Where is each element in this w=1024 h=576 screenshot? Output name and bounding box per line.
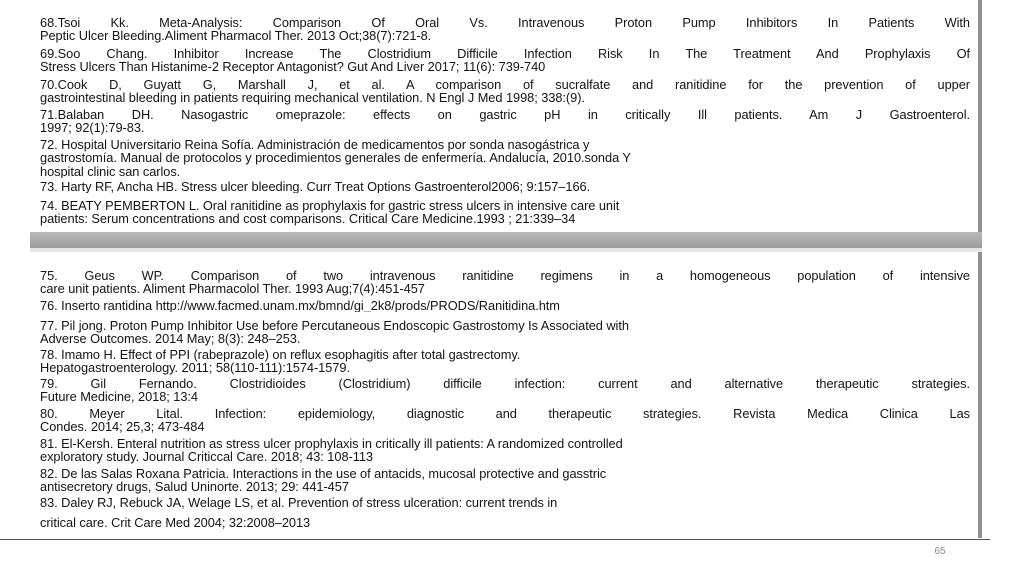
reference-line: 68.Tsoi Kk. Meta-Analysis: Comparison Of Oral Vs. Intravenous Proton Pump Inhibitors In Patients With bbox=[40, 16, 970, 30]
reference-line: 82. De las Salas Roxana Patricia. Interactions in the use of antacids, mucosal protective and gasstric bbox=[40, 467, 607, 481]
reference-line: Peptic Ulcer Bleeding.Aliment Pharmacol Ther. 2013 Oct;38(7):721-8. bbox=[40, 28, 432, 43]
reference-line: 69.Soo Chang. Inhibitor Increase The Clostridium Difficile Infection Risk In The Treatment And Prophylaxis Of bbox=[40, 47, 970, 61]
reference-item-69 bbox=[40, 47, 970, 74]
reference-line: antisecretory drugs, Salud Uninorte. 2013; 29: 441-457 bbox=[40, 479, 349, 494]
reference-item-81 bbox=[40, 437, 970, 464]
reference-line: critical care. Crit Care Med 2004; 32:2008–2013 bbox=[40, 516, 311, 530]
reference-line: patients: Serum concentrations and cost comparisons. Critical Care Medicine.1993 ; 21:339–34 bbox=[40, 211, 576, 226]
reference-line: Condes. 2014; 25,3; 473-484 bbox=[40, 419, 205, 434]
reference-page-top bbox=[30, 0, 982, 232]
reference-item-80 bbox=[40, 407, 970, 434]
reference-item-74 bbox=[40, 199, 970, 226]
reference-scan bbox=[30, 0, 984, 538]
reference-line: care unit patients. Aliment Pharmacolol Ther. 1993 Aug;7(4):451-457 bbox=[40, 281, 425, 296]
reference-item-75 bbox=[40, 269, 970, 296]
reference-line: gastrointestinal bleeding in patients requiring mechanical ventilation. N Engl J Med 1998; 338:(9). bbox=[40, 90, 585, 105]
reference-item-78 bbox=[40, 348, 970, 375]
page-separator bbox=[30, 232, 982, 248]
reference-item-83 bbox=[40, 496, 970, 509]
reference-line: 72. Hospital Universitario Reina Sofía. Administración de medicamentos por sonda nasogástrica y bbox=[40, 138, 590, 152]
reference-line: Adverse Outcomes. 2014 May; 8(3): 248–253. bbox=[40, 331, 301, 346]
reference-item-76 bbox=[40, 299, 970, 312]
reference-line: hospital clinic san carlos. bbox=[40, 163, 181, 179]
reference-item-82 bbox=[40, 467, 970, 494]
footer-rule bbox=[0, 539, 990, 540]
reference-line: 74. BEATY PEMBERTON L. Oral ranitidine as prophylaxis for gastric stress ulcers in intensive care unit bbox=[40, 199, 620, 213]
reference-item-79 bbox=[40, 377, 970, 404]
reference-line: Hepatogastroenterology. 2011; 58(110-111):1574-1579. bbox=[40, 360, 350, 375]
reference-line: 75. Geus WP. Comparison of two intravenous ranitidine regimens in a homogeneous population of intensive bbox=[40, 269, 970, 283]
reference-line: 71.Balaban DH. Nasogastric omeprazole: effects on gastric pH in critically Ill patients. Am J Gastroenterol. bbox=[40, 108, 970, 122]
reference-line: Future Medicine, 2018; 13:4 bbox=[40, 389, 198, 404]
reference-line: 77. Pil jong. Proton Pump Inhibitor Use before Percutaneous Endoscopic Gastrostomy Is Associated with bbox=[40, 319, 629, 333]
reference-line: 78. Imamo H. Effect of PPI (rabeprazole) on reflux esophagitis after total gastrectomy. bbox=[40, 348, 521, 362]
reference-line: 81. El-Kersh. Enteral nutrition as stress ulcer prophylaxis in critically ill patients: A randomized controlled bbox=[40, 437, 623, 451]
reference-page-bottom bbox=[30, 252, 982, 538]
reference-line: 70.Cook D, Guyatt G, Marshall J, et al. A comparison of sucralfate and ranitidine for the prevention of upper bbox=[40, 78, 970, 92]
reference-line: 80. Meyer Lital. Infection: epidemiology, diagnostic and therapeutic strategies. Revista Medica Clinica Las bbox=[40, 407, 970, 421]
reference-item-77 bbox=[40, 319, 970, 346]
page-number: 65 bbox=[934, 546, 946, 557]
reference-item-72 bbox=[40, 138, 970, 178]
reference-item-71 bbox=[40, 108, 970, 135]
reference-item-73 bbox=[40, 180, 970, 193]
reference-line: 83. Daley RJ, Rebuck JA, Welage LS, et al. Prevention of stress ulceration: current trends in bbox=[40, 496, 558, 510]
reference-line: 73. Harty RF, Ancha HB. Stress ulcer bleeding. Curr Treat Options Gastroenterol2006; 9:157–166. bbox=[40, 180, 591, 194]
reference-line: 79. Gil Fernando. Clostridioides (Clostridium) difficile infection: current and alternative therapeutic strategies. bbox=[40, 377, 970, 391]
reference-line: 76. Inserto rantidina http://www.facmed.unam.mx/bmnd/gi_2k8/prods/PRODS/Ranitidina.htm bbox=[40, 299, 560, 313]
reference-line: 1997; 92(1):79-83. bbox=[40, 120, 145, 135]
reference-line: exploratory study. Journal Criticcal Care. 2018; 43: 108-113 bbox=[40, 449, 373, 464]
reference-item-70 bbox=[40, 78, 970, 105]
reference-line: gastrostomía. Manual de protocolos y procedimientos generales de enfermería. Andalucía, 2010.sonda Y bbox=[40, 150, 631, 166]
reference-item-83-continued bbox=[40, 516, 970, 529]
reference-line: Stress Ulcers Than Histanime-2 Receptor Antagonist? Gut And Liver 2017; 11(6): 739-740 bbox=[40, 59, 546, 74]
reference-item-68 bbox=[40, 16, 970, 43]
